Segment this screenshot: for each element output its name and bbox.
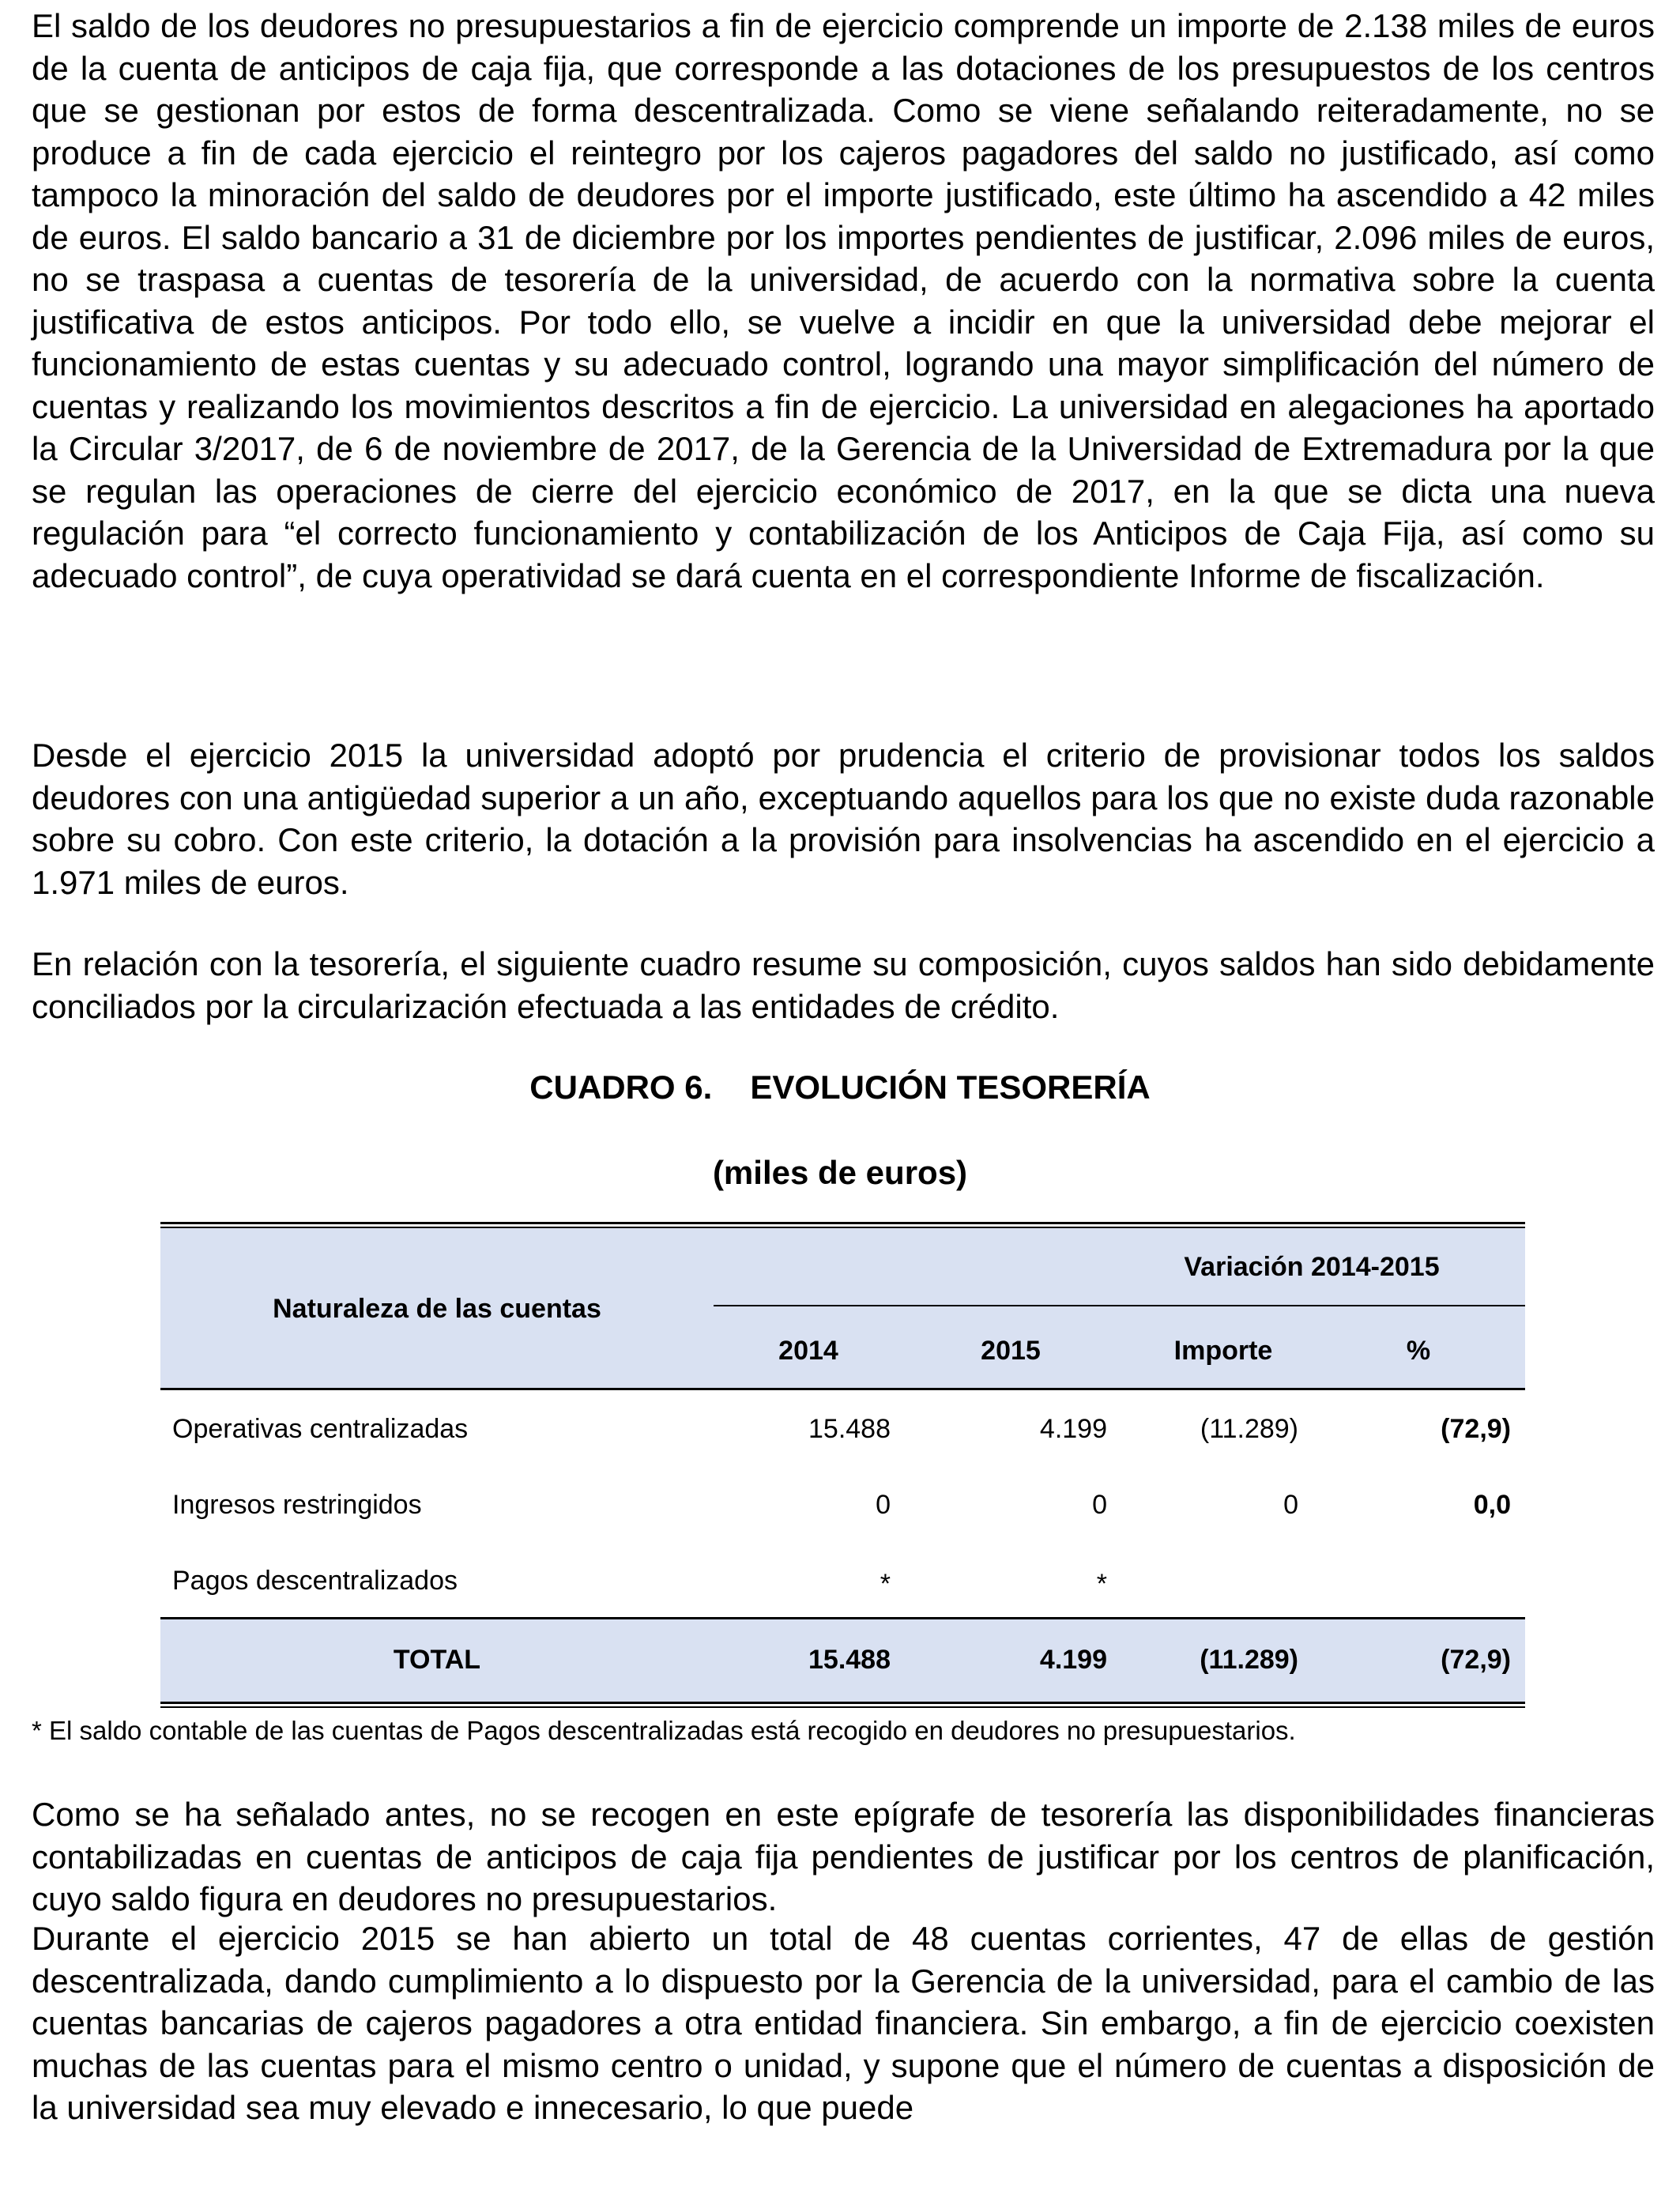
- column-header-percent: %: [1406, 1336, 1431, 1366]
- table-footnote: * El saldo contable de las cuentas de Pagos descentralizadas está recogido en deudores no presupuestarios.: [32, 1716, 1296, 1745]
- cell-percent: 0,0: [1473, 1490, 1511, 1520]
- cell-2015: *: [1096, 1569, 1107, 1599]
- total-label: TOTAL: [393, 1645, 481, 1675]
- row-label: Operativas centralizadas: [172, 1414, 469, 1444]
- cell-2015: 4.199: [1039, 1414, 1107, 1444]
- table-subtitle: (miles de euros): [712, 1154, 968, 1191]
- cell-2014: 0: [876, 1490, 891, 1520]
- cell-importe: (11.289): [1200, 1414, 1298, 1444]
- column-header-importe: Importe: [1173, 1336, 1273, 1366]
- row-label: Ingresos restringidos: [172, 1490, 422, 1520]
- column-header-variacion: Variación 2014-2015: [1184, 1252, 1440, 1282]
- total-2015: 4.199: [1039, 1645, 1107, 1675]
- table-title-number: CUADRO 6.: [529, 1069, 713, 1106]
- column-header-naturaleza: Naturaleza de las cuentas: [273, 1294, 601, 1324]
- table-title-text: EVOLUCIÓN TESORERÍA: [750, 1069, 1151, 1106]
- paragraph-tesoreria-intro: En relación con la tesorería, el siguiente cuadro resume su composición, cuyos saldos han sido debidamente conciliados por la circularización efectuada a las entidades de crédito.: [32, 945, 1655, 1025]
- total-importe: (11.289): [1200, 1645, 1298, 1675]
- cell-2014: *: [880, 1569, 891, 1599]
- table-title: [0, 1069, 1680, 1106]
- header-group-rule: [714, 1305, 1525, 1306]
- total-bottom-rule: [160, 1702, 1525, 1704]
- column-header-2015: 2015: [981, 1336, 1041, 1366]
- column-header-2014: 2014: [778, 1336, 838, 1366]
- row-label: Pagos descentralizados: [172, 1566, 458, 1596]
- cell-2014: 15.488: [808, 1414, 891, 1444]
- cell-2015: 0: [1092, 1490, 1107, 1520]
- cell-importe: 0: [1283, 1490, 1298, 1520]
- header-bottom-rule: [160, 1388, 1525, 1390]
- paragraph-anticipos-caja-fija: El saldo de los deudores no presupuestarios a fin de ejercicio comprende un importe de 2.138 miles de euros de la cuenta de anticipos de caja fija, que corresponde a las dotaciones de los presupuestos de los centros que se gestionan por estos de forma descentralizada. Como se viene señalando reiteradamente, no se produce a fin de cada ejercicio el reintegro por los cajeros pagadores del saldo no justificado, así como tampoco la minoración del saldo de deudores por el importe justificado, este último ha ascendido a 42 miles de euros. El saldo bancario a 31 de diciembre por los importes pendientes de justificar, 2.096 miles de euros, no se traspasa a cuentas de tesorería de la universidad, de acuerdo con la normativa sobre la cuenta justificativa de estos anticipos. Por todo ello, se vuelve a incidir en que la universidad debe mejorar el funcionamiento de estas cuentas y su adecuado control, logrando una mayor simplificación del número de cuentas y realizando los movimientos descritos a fin de ejercicio. La universidad en alegaciones ha aportado la Circular 3/2017, de 6 de noviembre de 2017, de la Gerencia de la Universidad de Extremadura por la que se regulan las operaciones de cierre del ejercicio económico de 2017, en la que se dicta una nueva regulación para “el correcto funcionamiento y contabilización de los Anticipos de Caja Fija, así como su adecuado control”, de cuya operatividad se dará cuenta en el correspondiente Informe de fiscalización.: [32, 7, 1655, 594]
- total-bottom-rule-inner: [160, 1706, 1525, 1708]
- total-2014: 15.488: [808, 1645, 891, 1675]
- paragraph-cuentas-corrientes: Durante el ejercicio 2015 se han abierto un total de 48 cuentas corrientes, 47 de ellas de gestión descentralizada, dando cumplimiento a lo dispuesto por la Gerencia de la universidad, para el cambio de las cuentas bancarias de cajeros pagadores a otra entidad financiera. Sin embargo, a fin de ejercicio coexisten muchas de las cuentas para el mismo centro o unidad, y supone que el número de cuentas a disposición de la universidad sea muy elevado e innecesario, lo que puede: [32, 1920, 1655, 2126]
- paragraph-provision-insolvencias: Desde el ejercicio 2015 la universidad adoptó por prudencia el criterio de provisionar todos los saldos deudores con una antigüedad superior a un año, exceptuando aquellos para los que no existe duda razonable sobre su cobro. Con este criterio, la dotación a la provisión para insolvencias ha ascendido en el ejercicio a 1.971 miles de euros.: [32, 737, 1655, 901]
- table-top-rule: [160, 1222, 1525, 1224]
- total-percent: (72,9): [1441, 1645, 1511, 1675]
- cell-percent: (72,9): [1441, 1414, 1511, 1444]
- paragraph-disponibilidades: Como se ha señalado antes, no se recogen en este epígrafe de tesorería las disponibilidades financieras contabilizadas en cuentas de anticipos de caja fija pendientes de justificar por los centros de planificación, cuyo saldo figura en deudores no presupuestarios.: [32, 1796, 1655, 1917]
